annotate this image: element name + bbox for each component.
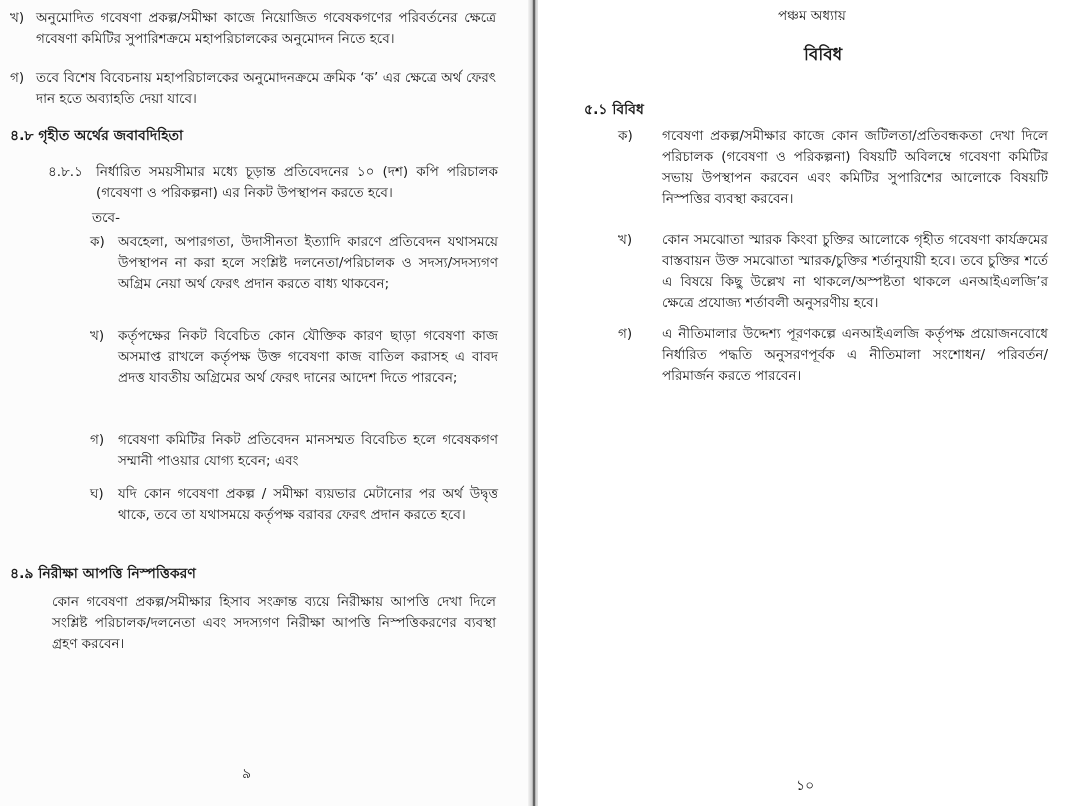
chapter-label: পঞ্চম অধ্যায় — [778, 8, 846, 24]
item-4-8-gha-text: যদি কোন গবেষণা প্রকল্প / সমীক্ষা ব্যয়ভার মেটানোর পর অর্থ উদ্বৃত্ত থাকে, তবে তা যথাসময়ে কর্তৃপক্ষ বরাবর ফেরৎ প্রদান করতে হবে। — [118, 486, 498, 523]
item-5-1-kha-label: খ) — [618, 232, 633, 248]
item-kha-text: অনুমোদিত গবেষণা প্রকল্প/সমীক্ষা কাজে নিয়োজিত গবেষকগণের পরিবর্তনের ক্ষেত্রে গবেষণা কমিটির সুপারিশক্রমে মহাপরিচালকের অনুমোদন নিতে হবে। — [36, 10, 496, 47]
item-4-8-kha-text: কর্তৃপক্ষের নিকট বিবেচিত কোন যৌক্তিক কারণ ছাড়া গবেষণা কাজ অসমাপ্ত রাখলে কর্তৃপক্ষ উক্ত গবেষণা কাজ বাতিল করাসহ এ বাবদ প্রদত্ত যাবতীয় অগ্রিমের অর্থ ফেরৎ দানের আদেশ দিতে পারবেন; — [118, 328, 498, 386]
item-4-8-gha-label: ঘ) — [90, 486, 104, 502]
subsection-4-8-1-label: ৪.৮.১ — [48, 164, 83, 180]
subsection-4-8-1-text: নির্ধারিত সময়সীমার মধ্যে চূড়ান্ত প্রতিবেদনের ১০ (দশ) কপি পরিচালক (গবেষণা ও পরিকল্পনা) এর নিকট উপস্থাপন করতে হবে। — [96, 164, 498, 201]
right-page — [538, 0, 1068, 806]
item-5-1-kha-text: কোন সমঝোতা স্মারক কিংবা চুক্তির আলোকে গৃহীত গবেষণা কার্যক্রমের বাস্তবায়ন উক্ত সমঝোতা স্মারক/চুক্তির শর্তানুযায়ী হবে। তবে চুক্তির শর্তে এ বিষয়ে কিছু উল্লেখ না থাকলে/অস্পষ্টতা থাকলে এনআইএলজি’র ক্ষেত্রে প্রযোজ্য শর্তাবলী অনুসরণীয় হবে। — [662, 232, 1048, 311]
tobe-text: তবে- — [92, 210, 120, 226]
item-5-1-ka-label: ক) — [618, 128, 633, 144]
item-5-1-ga-label: গ) — [618, 326, 633, 342]
chapter-title: বিবিধ — [804, 45, 843, 65]
section-4-8-heading: ৪.৮ গৃহীত অর্থের জবাবদিহিতা — [10, 128, 184, 144]
section-4-9-text: কোন গবেষণা প্রকল্প/সমীক্ষার হিসাব সংক্রান্ত ব্যয়ে নিরীক্ষায় আপত্তি দেখা দিলে সংশ্লিষ্ট পরিচালক/দলনেতা এবং সদস্যগণ নিরীক্ষা আপত্তি নিস্পত্তিকরণের ব্যবস্থা গ্রহণ করবেন। — [52, 594, 496, 652]
item-4-8-ka-label: ক) — [90, 234, 105, 250]
item-4-8-ka-text: অবহেলা, অপারগতা, উদাসীনতা ইত্যাদি কারণে প্রতিবেদন যথাসময়ে উপস্থাপন না করা হলে সংশ্লিষ্ট দলনেতা/পরিচালক ও সদস্য/সদস্যগণ অগ্রিম নেয়া অর্থ ফেরৎ প্রদান করতে বাধ্য থাকবেন; — [118, 234, 498, 292]
left-page-number: ৯ — [242, 766, 252, 782]
left-page — [0, 0, 532, 806]
item-4-8-ga-label: গ) — [90, 432, 105, 448]
item-4-8-kha-label: খ) — [90, 328, 105, 344]
item-ga-text: তবে বিশেষ বিবেচনায় মহাপরিচালকের অনুমোদনক্রমে ক্রমিক ‘ক’ এর ক্ষেত্রে অর্থ ফেরৎ দান হতে অব্যাহতি দেয়া যাবে। — [36, 70, 496, 107]
item-kha-label: খ) — [10, 10, 25, 26]
section-4-9-heading: ৪.৯ নিরীক্ষা আপত্তি নিস্পত্তিকরণ — [10, 566, 196, 582]
section-5-1-heading: ৫.১ বিবিধ — [584, 102, 644, 118]
item-5-1-ka-text: গবেষণা প্রকল্প/সমীক্ষার কাজে কোন জটিলতা/প্রতিবন্ধকতা দেখা দিলে পরিচালক (গবেষণা ও পরিকল্পনা) বিষয়টি অবিলম্বে গবেষণা কমিটির সভায় উপস্থাপন করবেন এবং কমিটির সুপারিশের আলোকে বিষয়টি নিস্পত্তির ব্যবস্থা করবেন। — [662, 128, 1048, 207]
item-5-1-ga-text: এ নীতিমালার উদ্দেশ্য পূরণকল্পে এনআইএলজি কর্তৃপক্ষ প্রয়োজনবোধে নির্ধারিত পদ্ধতি অনুসরণপূর্বক এ নীতিমালা সংশোধন/ পরিবর্তন/পরিমার্জন করতে পারবেন। — [662, 326, 1048, 384]
item-4-8-ga-text: গবেষণা কমিটির নিকট প্রতিবেদন মানসম্মত বিবেচিত হলে গবেষকগণ সম্মানী পাওয়ার যোগ্য হবেন; এবং — [118, 432, 498, 469]
item-ga-label: গ) — [10, 70, 25, 86]
right-page-number: ১০ — [796, 778, 815, 794]
